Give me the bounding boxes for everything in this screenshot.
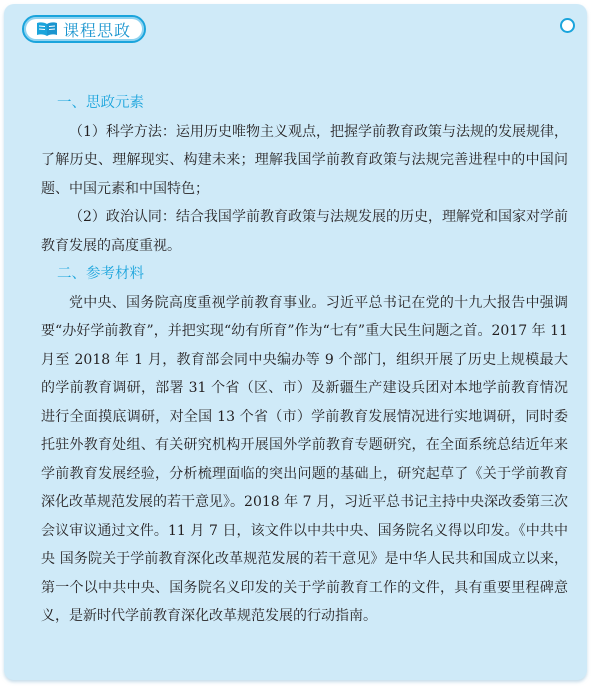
open-book-icon xyxy=(36,21,58,37)
section-header-badge xyxy=(22,15,146,43)
document-body xyxy=(41,89,568,631)
section-heading-elements: 一、思政元素 xyxy=(57,95,144,111)
paragraph-political-identity: （2）政治认同：结合我国学前教育政策与法规发展的历史，理解党和国家对学前教育发展的高度重视。 xyxy=(41,209,568,254)
section-heading-reference: 二、参考材料 xyxy=(57,266,144,282)
corner-circle-icon xyxy=(560,18,575,33)
header-title: 课程思政 xyxy=(63,20,132,40)
paragraph-scientific-method: （1）科学方法：运用历史唯物主义观点，把握学前教育政策与法规的发展规律，了解历史、理解现实、构建未来；理解我国学前教育政策与法规完善进程中的中国问题、中国元素和中国特色； xyxy=(41,123,568,197)
paragraph-reference-material: 党中央、国务院高度重视学前教育事业。习近平总书记在党的十九大报告中强调要“办好学前教育”，并把实现“幼有所育”作为“七有”重大民生问题之首。2017 年 11 月至 2018 年 1 月，教育部会同中央编办等 9 个部门，组织开展了历史上规模最大的学前教育调研，部署 31 个省（区、市）及新疆生产建设兵团对本地学前教育情况进行全面摸底调研，对全国 13 个省（市）学前教育发展情况进行实地调研，同时委托驻外教育处组、有关研究机构开展国外学前教育专题研究，在全面系统总结近年来学前教育发展经验，分析梳理面临的突出问题的基础上，研究起草了《关于学前教育深化改革规范发展的若干意见》。2018 年 7 月，习近平总书记主持中央深改委第三次会议审议通过文件。11 月 7 日，该文件以中共中央、国务院名义得以印发。《中共中央 国务院关于学前教育深化改革规范发展的若干意见》是中华人民共和国成立以来，第一个以中共中央、国务院名义印发的关于学前教育工作的文件，具有重要里程碑意义，是新时代学前教育深化改革规范发展的行动指南。 xyxy=(41,294,568,624)
